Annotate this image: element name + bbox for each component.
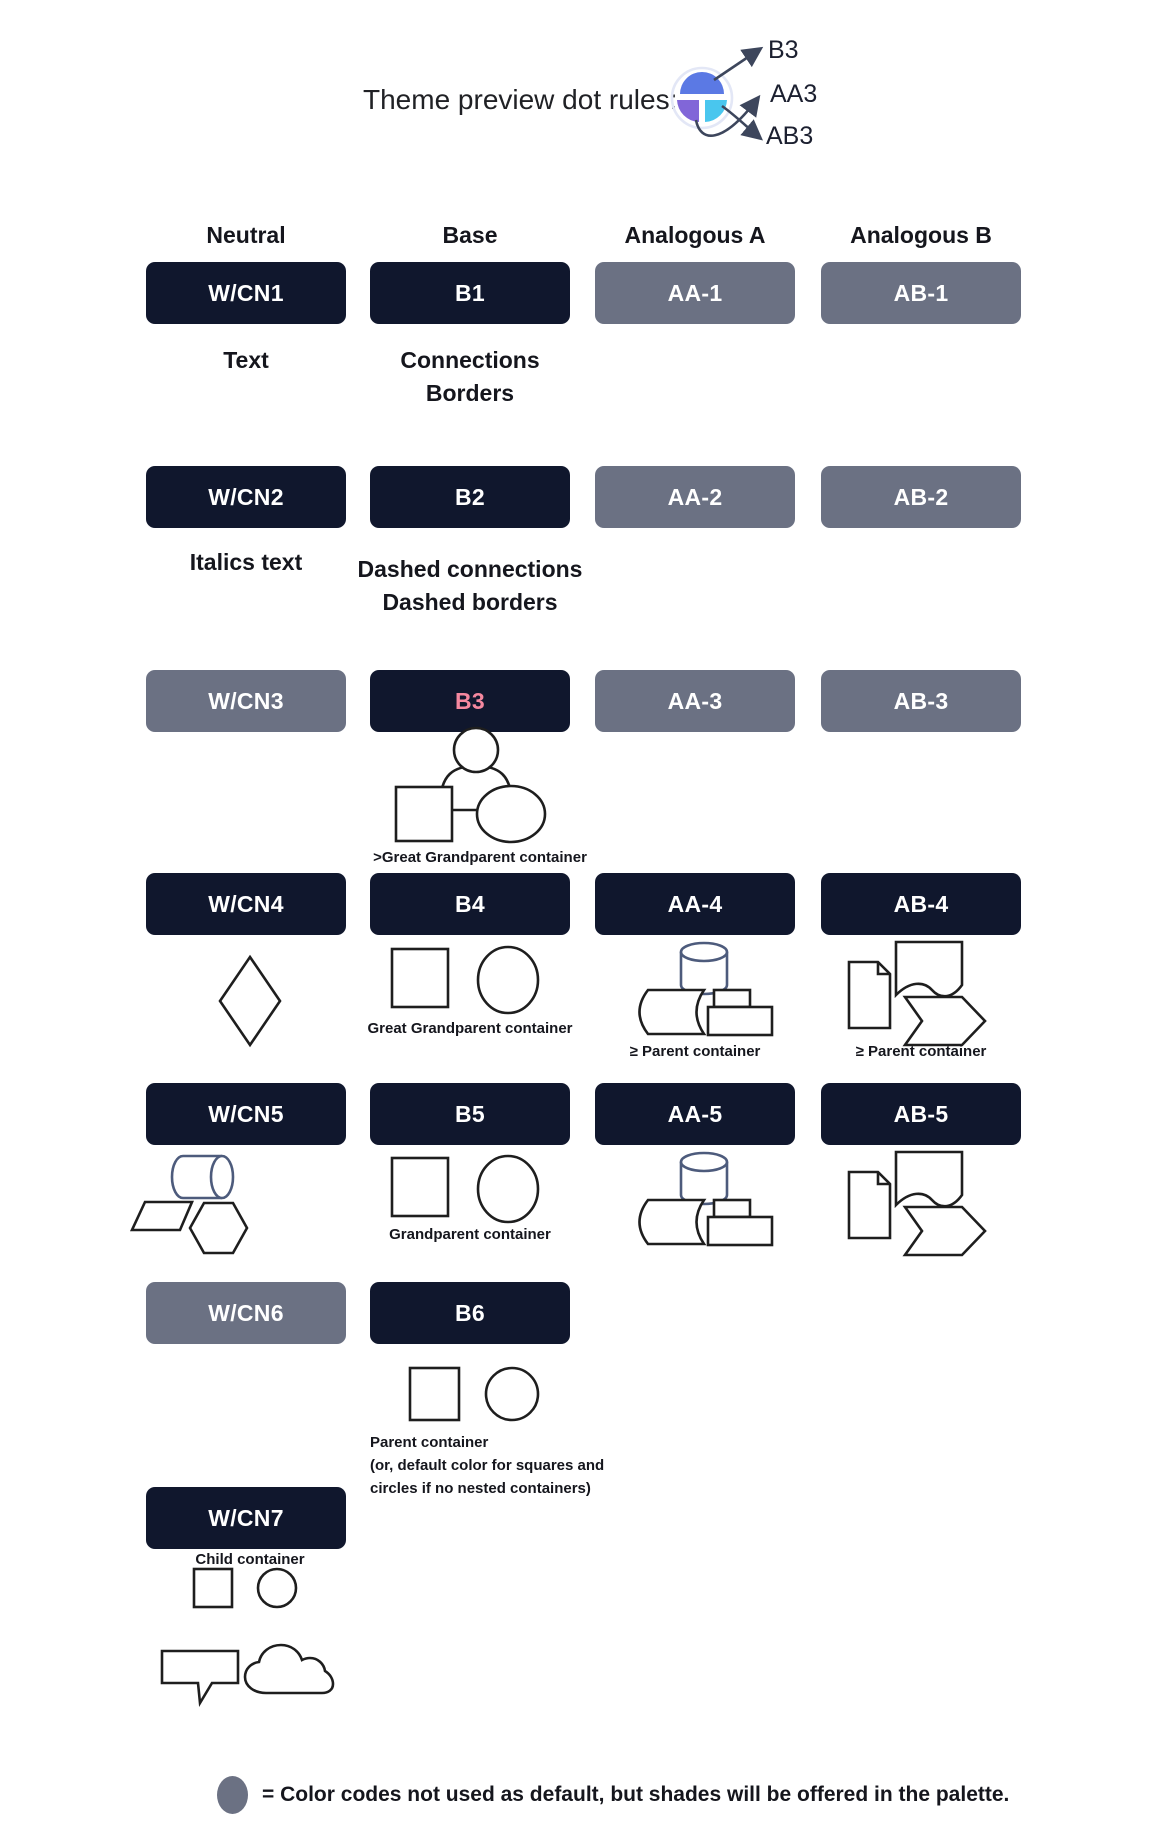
swatch-b2: B2	[370, 466, 570, 528]
horizontal-cylinder-cap-shape	[211, 1156, 233, 1198]
swatch-ab4: AB-4	[821, 873, 1021, 935]
legend-text: = Color codes not used as default, but shades will be offered in the palette.	[262, 1783, 1010, 1806]
swatch-wcn3: W/CN3	[146, 670, 346, 732]
small-rect-shape	[714, 1200, 750, 1217]
b4-shape-cluster	[385, 942, 555, 1017]
caption-parent-line2: (or, default color for squares and	[370, 1457, 605, 1474]
column-header-analogous-b: Analogous B	[850, 222, 992, 248]
ab5-shape-cluster	[840, 1145, 1000, 1260]
caption-connections: Connections	[400, 347, 540, 373]
circle-shape	[486, 1368, 538, 1420]
large-rect-shape	[708, 1007, 772, 1035]
caption-great-grandparent-gt: >Great Grandparent container	[373, 849, 587, 866]
note-shape	[849, 1172, 890, 1238]
square-shape	[392, 1158, 448, 1216]
swatch-wcn1: W/CN1	[146, 262, 346, 324]
cylinder-top-shape	[681, 943, 727, 961]
swatch-wcn7: W/CN7	[146, 1487, 346, 1549]
swatch-aa3: AA-3	[595, 670, 795, 732]
legend-gray-dot	[217, 1776, 248, 1814]
caption-grandparent: Grandparent container	[389, 1226, 551, 1243]
caption-parent-aa4: ≥ Parent container	[629, 1043, 761, 1060]
caption-child-container: Child container	[195, 1551, 305, 1568]
small-rect-shape	[714, 990, 750, 1007]
column-header-neutral: Neutral	[206, 222, 286, 248]
swatch-wcn2: W/CN2	[146, 466, 346, 528]
caption-parent-line1: Parent container	[370, 1434, 489, 1451]
wcn7-lower-shape-cluster	[150, 1635, 340, 1710]
arrow-to-ab3	[722, 106, 760, 138]
swatch-wcn6: W/CN6	[146, 1282, 346, 1344]
swatch-b4: B4	[370, 873, 570, 935]
swatch-aa1: AA-1	[595, 262, 795, 324]
circle-shape	[477, 786, 545, 842]
document-shape	[896, 1152, 962, 1206]
swatch-wcn5: W/CN5	[146, 1083, 346, 1145]
dot-target-ab3: AB3	[766, 122, 814, 150]
caption-borders: Borders	[425, 380, 515, 406]
b3-shape-cluster	[380, 722, 600, 857]
caption-text: Text	[223, 347, 269, 373]
chevron-shape	[905, 997, 985, 1045]
caption-italics-text: Italics text	[189, 549, 303, 575]
caption-dashed-connections: Dashed connections	[357, 556, 583, 582]
swatch-b6: B6	[370, 1282, 570, 1344]
stored-data-shape	[640, 1200, 705, 1244]
diamond-shape	[220, 957, 280, 1045]
swatch-aa5: AA-5	[595, 1083, 795, 1145]
hexagon-shape	[190, 1203, 247, 1253]
arrow-to-b3	[714, 49, 760, 80]
caption-great-grandparent: Great Grandparent container	[367, 1020, 573, 1037]
swatch-ab2: AB-2	[821, 466, 1021, 528]
circle-shape	[478, 947, 538, 1013]
large-rect-shape	[708, 1217, 772, 1245]
swatch-ab3: AB-3	[821, 670, 1021, 732]
dot-target-aa3: AA3	[770, 80, 818, 108]
square-shape	[396, 787, 452, 841]
swatch-b5: B5	[370, 1083, 570, 1145]
person-head-shape	[454, 728, 498, 772]
speech-bubble-shape	[162, 1651, 238, 1703]
stored-data-shape	[640, 990, 705, 1034]
circle-shape	[478, 1156, 538, 1222]
document-shape	[896, 942, 962, 996]
swatch-b3: B3	[370, 670, 570, 732]
dot-blue-half	[680, 72, 724, 94]
wcn7-shape-cluster	[180, 1560, 310, 1615]
wcn5-shape-cluster	[125, 1148, 265, 1260]
b6-shape-cluster	[395, 1360, 555, 1426]
aa5-shape-cluster	[625, 1148, 785, 1248]
square-shape	[410, 1368, 459, 1420]
dot-target-b3: B3	[768, 36, 799, 64]
note-shape	[849, 962, 890, 1028]
caption-dashed-borders: Dashed borders	[382, 589, 558, 615]
swatch-wcn4: W/CN4	[146, 873, 346, 935]
theme-dot-rules-graphic	[648, 18, 858, 163]
swatch-ab1: AB-1	[821, 262, 1021, 324]
aa4-shape-cluster	[625, 938, 785, 1038]
swatch-aa2: AA-2	[595, 466, 795, 528]
wcn4-shape-cluster	[218, 955, 282, 1047]
ab4-shape-cluster	[840, 935, 1000, 1050]
column-header-base: Base	[442, 222, 498, 248]
caption-parent-line3: circles if no nested containers)	[370, 1480, 591, 1497]
square-shape	[194, 1569, 232, 1607]
b5-shape-cluster	[385, 1151, 555, 1226]
cloud-shape	[245, 1645, 333, 1693]
swatch-b1: B1	[370, 262, 570, 324]
caption-parent-ab4: ≥ Parent container	[855, 1043, 987, 1060]
swatch-aa4: AA-4	[595, 873, 795, 935]
page-title: Theme preview dot rules:	[363, 84, 678, 115]
chevron-shape	[905, 1207, 985, 1255]
square-shape	[392, 949, 448, 1007]
circle-shape	[258, 1569, 296, 1607]
column-header-analogous-a: Analogous A	[624, 222, 766, 248]
cylinder-top-shape	[681, 1153, 727, 1171]
swatch-ab5: AB-5	[821, 1083, 1021, 1145]
parallelogram-shape	[132, 1202, 192, 1230]
